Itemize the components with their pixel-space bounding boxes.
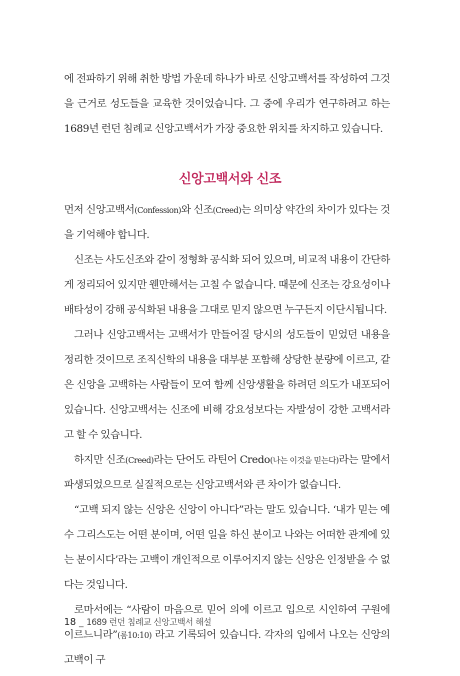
small-annotation: (Creed) [212,206,242,215]
paragraph-credo [64,448,390,498]
page-footer [64,616,211,628]
running-title: 1689 런던 침례교 신앙고백서 해설 [86,618,212,628]
scripture-reference: (롬10:10) [117,631,152,640]
small-annotation: (나는 이것을 믿는다) [269,456,339,465]
text-run: 라는 단어도 라틴어 Credo [153,454,270,466]
text-run: 와 신조 [181,204,213,216]
text-run: 라는 말에서 파생되었으므로 실질적으로는 신앙고백서와 큰 차이가 없습니다. [64,454,390,491]
text-run: 는 의미상 약간의 차이가 있다는 것을 기억해야 합니다. [64,204,390,241]
text-run: 하지만 신조 [74,454,126,466]
text-run: 로마서에는 “사람이 마음으로 믿어 의에 이르고 입으로 시인하여 구원에 이르느니라” [64,604,390,641]
small-annotation: (Confession) [134,206,182,215]
text-run: 먼저 신앙고백서 [64,204,135,216]
paragraph-romans [64,598,390,673]
section-heading: 신앙고백서와 신조 [178,172,282,187]
section-body [64,198,390,673]
text-run: 라고 기록되어 있습니다. 각자의 입에서 나오는 신앙의 고백이 구 [64,629,390,666]
small-annotation: (Creed) [125,456,154,465]
intro-block [64,67,390,142]
footer-separator: _ [78,618,84,628]
paragraph-confession: 그러나 신앙고백서는 고백서가 만들어질 당시의 성도들이 믿었던 내용을 정리한 것이므로 조직신학의 내용을 대부분 포함해 상당한 분량에 이르고, 같은 신앙을 고백하는 사람들이 모여 함께 신앙생활을 하려던 의도가 내포되어 있습니다. 신앙고백서는 신조에 비해 강요성보다는 자발성이 강한 고백서라고 할 수 있습니다. [64,329,390,441]
paragraph-creed: 신조는 사도신조와 같이 정형화 공식화 되어 있으며, 비교적 내용이 간단하게 정리되어 있지만 웬만해서는 고칠 수 없습니다. 때문에 신조는 강요성이나 배타성이 강해 공식화된 내용을 그대로 믿지 않으면 누구든지 이단시됩니다. [64,254,390,316]
paragraph-quote: “고백 되지 않는 신앙은 신앙이 아니다”라는 말도 있습니다. ‘내가 믿는 예수 그리스도는 어떤 분이며, 어떤 일을 하신 분이고 나와는 어떠한 관계에 있는 분이시다’라는 고백이 개인적으로 이루어지지 않는 신앙은 인정받을 수 없다는 것입니다. [64,504,390,591]
paragraph-confession-creed [64,198,390,248]
page-number: 18 [64,617,77,628]
intro-paragraph: 에 전파하기 위해 취한 방법 가운데 하나가 바로 신앙고백서를 작성하여 그것을 근거로 성도들을 교육한 것이었습니다. 그 중에 우리가 연구하려고 하는 1689년 런던 침례교 신앙고백서가 가장 중요한 위치를 차지하고 있습니다. [64,73,390,135]
